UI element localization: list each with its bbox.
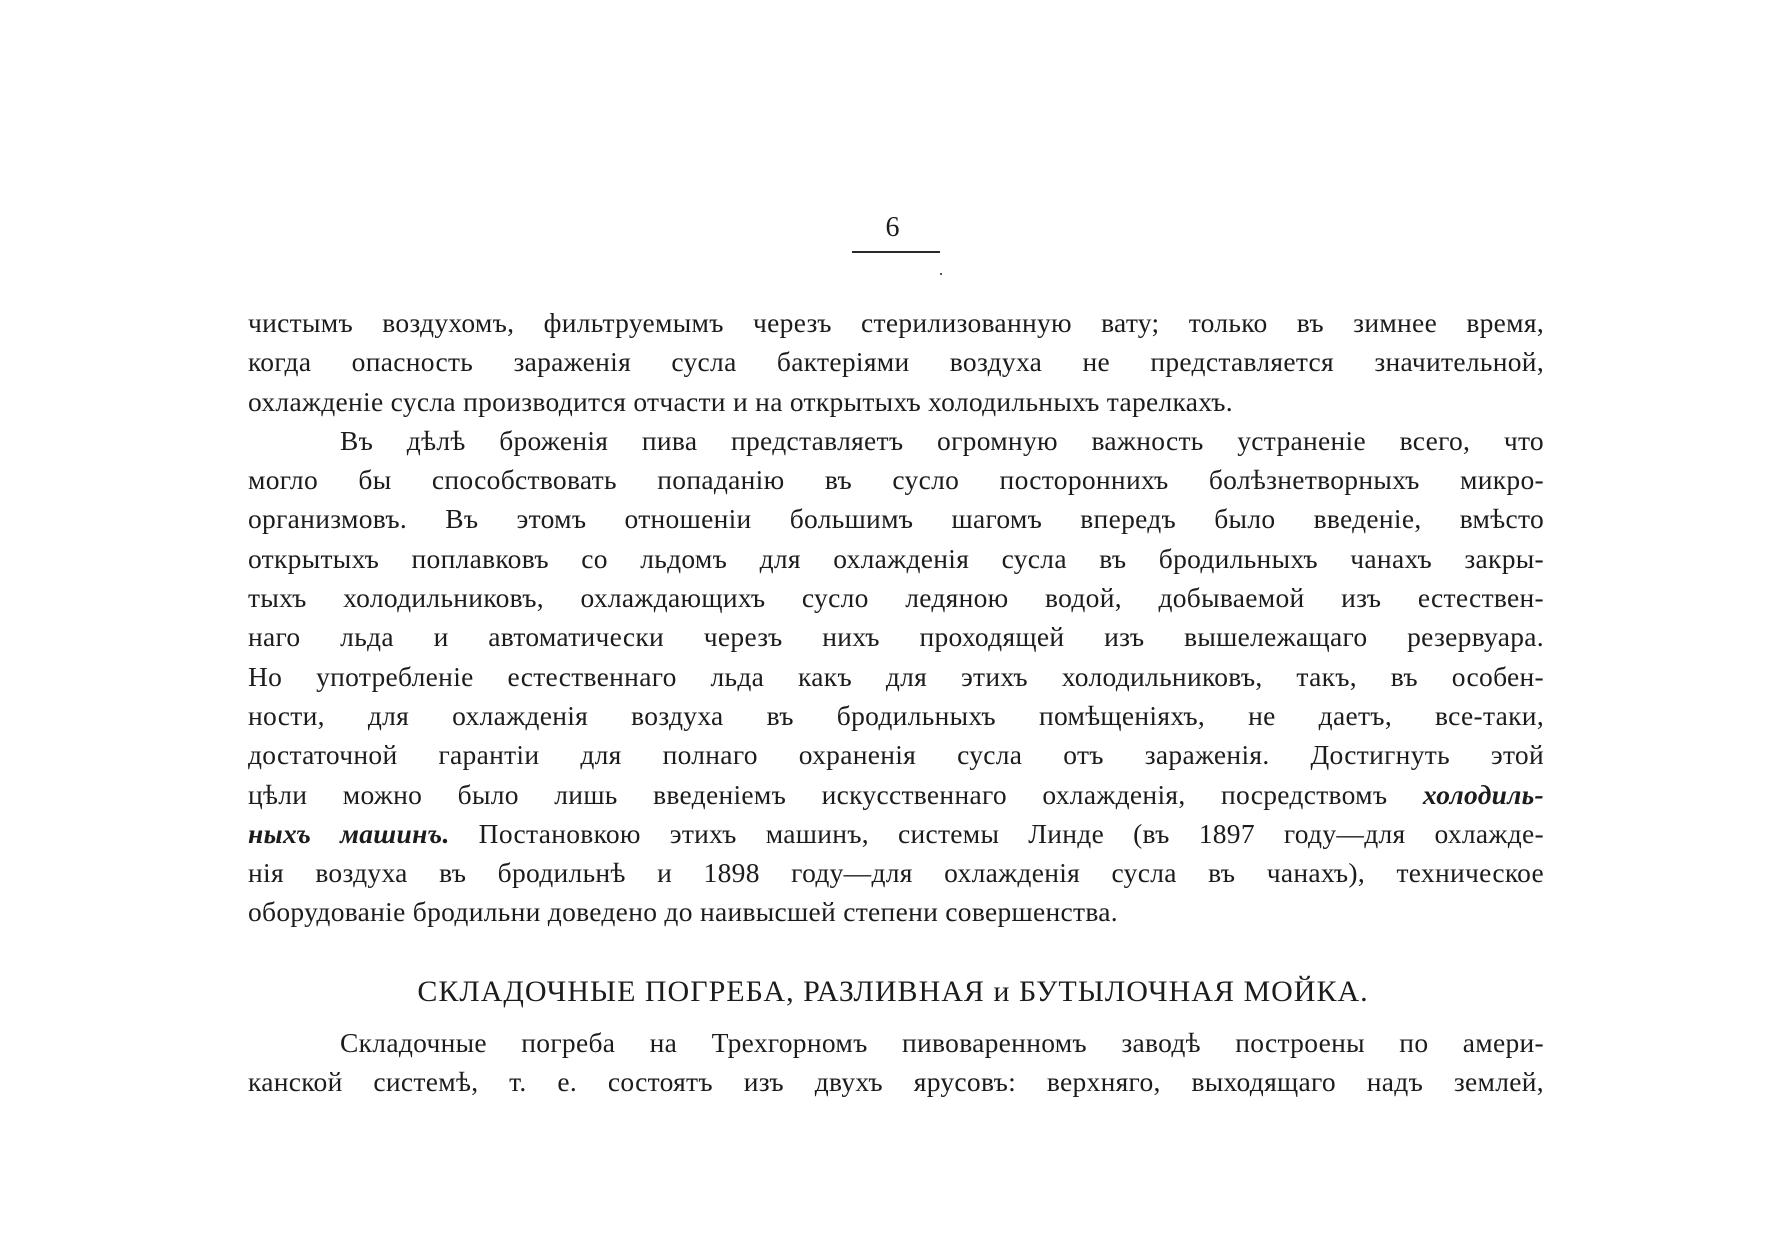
- text-line: Но употребленіе естественнаго льда какъ для этихъ холодильниковъ, такъ, въ особен-: [248, 660, 1544, 692]
- text-line: тыхъ холодильниковъ, охлаждающихъ сусло ледяною водой, добываемой изъ естествен-: [248, 582, 1544, 614]
- page-rule-mark: [940, 273, 942, 275]
- text-line: могло бы способствовать попаданію въ сусло постороннихъ болѣзнетворныхъ микро-: [248, 464, 1544, 496]
- body-text: [248, 303, 1544, 932]
- text-line: достаточной гарантіи для полнаго охраненія сусла отъ зараженія. Достигнуть этой: [248, 739, 1544, 771]
- page-number-rule: [852, 251, 940, 253]
- text-line: Складочные погреба на Трехгорномъ пивоваренномъ заводѣ построены по амери-: [340, 1027, 1544, 1058]
- text-line: ности, для охлажденія воздуха въ бродильныхъ помѣщеніяхъ, не даетъ, все-таки,: [248, 699, 1544, 731]
- page-number: 6: [885, 212, 901, 243]
- italic-term: ныхъ машинъ.: [248, 817, 450, 849]
- italic-term: холодиль-: [1422, 778, 1544, 810]
- text-run: Постановкою этихъ машинъ, системы Линде (въ 1897 году—для охлажде-: [449, 817, 1544, 849]
- section-heading: СКЛАДОЧНЫЕ ПОГРЕБА, РАЗЛИВНАЯ и БУТЫЛОЧНАЯ МОЙКА.: [417, 975, 1369, 1008]
- text-line: организмовъ. Въ этомъ отношеніи большимъ шагомъ впередъ было введеніе, вмѣсто: [248, 503, 1544, 535]
- text-line: оборудованіе бродильни доведено до наивысшей степени совершенства.: [248, 896, 1118, 928]
- text-line: [248, 814, 1544, 853]
- text-line: [248, 775, 1544, 814]
- text-line: охлажденіе сусла производится отчасти и на открытыхъ холодильныхъ тарелкахъ.: [248, 385, 1233, 417]
- text-line: наго льда и автоматически черезъ нихъ проходящей изъ вышележащаго резервуара.: [248, 621, 1544, 653]
- text-line: нія воздуха въ бродильнѣ и 1898 году—для охлажденія сусла въ чанахъ), техническое: [248, 857, 1544, 889]
- text-line: канской системѣ, т. е. состоятъ изъ двухъ ярусовъ: верхняго, выходящаго надъ землей,: [248, 1066, 1544, 1098]
- text-run: цѣли можно было лишь введеніемъ искусственнаго охлажденія, посредствомъ: [248, 778, 1388, 810]
- text-line: чистымъ воздухомъ, фильтруемымъ черезъ стерилизованную вату; только въ зимнее время,: [248, 307, 1544, 338]
- text-line: Въ дѣлѣ броженія пива представляетъ огромную важность устраненіе всего, что: [340, 424, 1544, 456]
- text-line: открытыхъ поплавковъ со льдомъ для охлажденія сусла въ бродильныхъ чанахъ закры-: [248, 542, 1544, 574]
- text-line: когда опасность зараженія сусла бактеріями воздуха не представляется значительной,: [248, 346, 1544, 378]
- body-text-continued: [248, 1023, 1544, 1102]
